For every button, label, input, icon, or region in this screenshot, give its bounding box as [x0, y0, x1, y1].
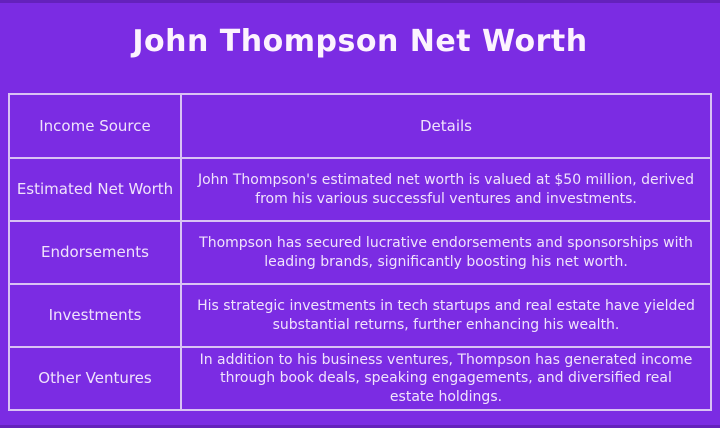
table-row — [9, 158, 711, 221]
details-cell: His strategic investments in tech startups and real estate have yielded substantial returns, further enhancing his wealth. — [181, 284, 711, 347]
table-row — [9, 284, 711, 347]
net-worth-table — [8, 93, 712, 411]
table-row — [9, 221, 711, 284]
table-header-row — [9, 94, 711, 158]
table-row — [9, 347, 711, 410]
top-edge-shade — [0, 0, 720, 3]
column-header-income-source: Income Source — [9, 94, 181, 158]
details-cell: Thompson has secured lucrative endorsements and sponsorships with leading brands, significantly boosting his net worth. — [181, 221, 711, 284]
details-cell: In addition to his business ventures, Thompson has generated income through book deals, speaking engagements, and diversified real estate holdings. — [181, 347, 711, 410]
income-source-cell: Estimated Net Worth — [9, 158, 181, 221]
income-source-cell: Investments — [9, 284, 181, 347]
details-cell: John Thompson's estimated net worth is valued at $50 million, derived from his various successful ventures and investments. — [181, 158, 711, 221]
net-worth-table-container — [8, 93, 712, 411]
income-source-cell: Endorsements — [9, 221, 181, 284]
column-header-details: Details — [181, 94, 711, 158]
income-source-cell: Other Ventures — [9, 347, 181, 410]
page-title: John Thompson Net Worth — [132, 24, 588, 59]
